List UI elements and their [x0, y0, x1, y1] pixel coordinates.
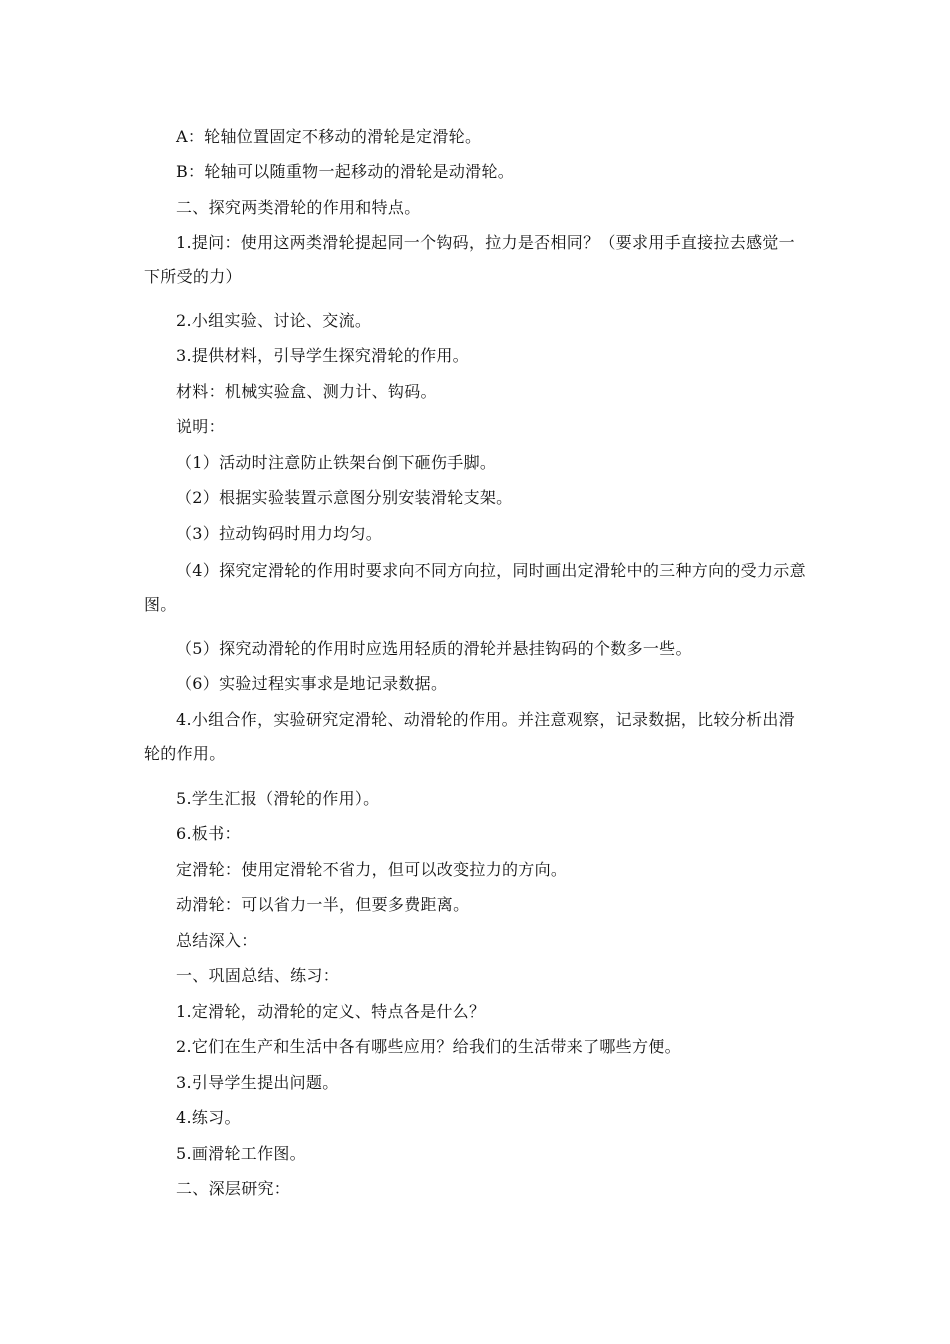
note-item-1: （1）活动时注意防止铁架台倒下砸伤手脚。: [176, 453, 497, 472]
paragraph-fixed-pulley: 定滑轮：使用定滑轮不省力，但可以改变拉力的方向。: [176, 860, 568, 879]
section-heading-consolidate: 一、巩固总结、练习：: [176, 966, 340, 985]
note-item-2: （2）根据实验装置示意图分别安装滑轮支架。: [176, 488, 513, 507]
exercise-item-2: 2.它们在生产和生活中各有哪些应用？给我们的生活带来了哪些方便。: [176, 1037, 681, 1056]
paragraph-student-report: 5.学生汇报（滑轮的作用）。: [176, 789, 380, 808]
paragraph-summary-label: 总结深入：: [176, 931, 258, 950]
exercise-item-1: 1.定滑轮，动滑轮的定义、特点各是什么？: [176, 1002, 486, 1021]
paragraph-movable-pulley: 动滑轮：可以省力一半，但要多费距离。: [176, 895, 470, 914]
paragraph-materials: 材料：机械实验盒、测力计、钩码。: [176, 382, 437, 401]
exercise-item-3: 3.引导学生提出问题。: [176, 1073, 339, 1092]
paragraph-definition-a: A：轮轴位置固定不移动的滑轮是定滑轮。: [176, 127, 482, 146]
exercise-item-4: 4.练习。: [176, 1108, 241, 1127]
note-item-4: （4）探究定滑轮的作用时要求向不同方向拉，同时画出定滑轮中的三种方向的受力示意图。: [144, 561, 806, 614]
note-item-6: （6）实验过程实事求是地记录数据。: [176, 674, 448, 693]
exercise-item-5: 5.画滑轮工作图。: [176, 1144, 306, 1163]
paragraph-question: 1.提问：使用这两类滑轮提起同一个钩码，拉力是否相同？（要求用手直接拉去感觉一下所受的力）: [144, 233, 795, 286]
paragraph-board-writing: 6.板书：: [176, 824, 241, 843]
note-item-5: （5）探究动滑轮的作用时应选用轻质的滑轮并悬挂钩码的个数多一些。: [176, 639, 692, 658]
paragraph-definition-b: B：轮轴可以随重物一起移动的滑轮是动滑轮。: [176, 162, 515, 181]
section-heading-deep-research: 二、深层研究：: [176, 1179, 291, 1198]
paragraph-group-cooperation: 4.小组合作，实验研究定滑轮、动滑轮的作用。并注意观察，记录数据，比较分析出滑轮的作用。: [144, 710, 795, 763]
section-heading-explore: 二、探究两类滑轮的作用和特点。: [176, 198, 421, 217]
paragraph-notes-label: 说明：: [176, 417, 225, 436]
paragraph-group-experiment: 2.小组实验、讨论、交流。: [176, 311, 372, 330]
paragraph-provide-materials: 3.提供材料，引导学生探究滑轮的作用。: [176, 346, 469, 365]
note-item-3: （3）拉动钩码时用力均匀。: [176, 524, 383, 543]
